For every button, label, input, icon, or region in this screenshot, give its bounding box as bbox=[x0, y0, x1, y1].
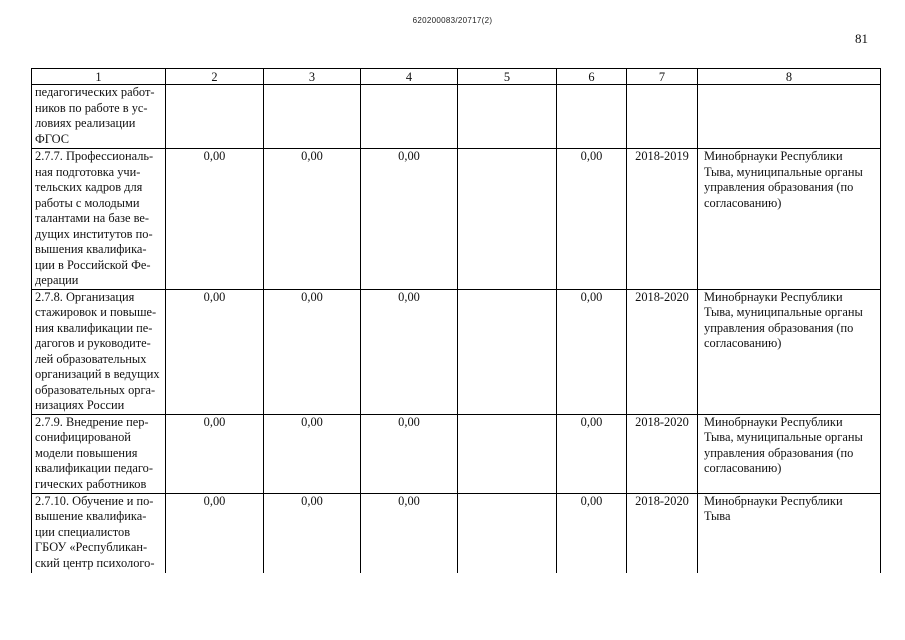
measure-name-cell: 2.7.10. Обучение и по- вышение квалифика- ции специалистов ГБОУ «Республикан- ский центр психолого- bbox=[32, 493, 166, 573]
column-header: 6 bbox=[557, 69, 627, 85]
column-header: 2 bbox=[166, 69, 264, 85]
value-cell: 0,00 bbox=[557, 414, 627, 493]
value-cell bbox=[458, 85, 557, 149]
table-row bbox=[32, 149, 881, 290]
value-cell: 0,00 bbox=[264, 493, 361, 573]
responsible-cell: Минобрнауки Республики Тыва, муниципальные органы управления образования (по согласованию) bbox=[698, 149, 881, 290]
document-id: 620200083/20717(2) bbox=[412, 16, 493, 25]
period-cell bbox=[627, 85, 698, 149]
table-header-row bbox=[32, 69, 881, 85]
value-cell: 0,00 bbox=[264, 289, 361, 414]
value-cell: 0,00 bbox=[166, 149, 264, 290]
table-row bbox=[32, 414, 881, 493]
table-row bbox=[32, 85, 881, 149]
table-row bbox=[32, 493, 881, 573]
value-cell bbox=[458, 289, 557, 414]
value-cell: 0,00 bbox=[166, 414, 264, 493]
column-header: 1 bbox=[32, 69, 166, 85]
value-cell: 0,00 bbox=[264, 149, 361, 290]
table-row bbox=[32, 289, 881, 414]
responsible-cell: Минобрнауки Республики Тыва, муниципальные органы управления образования (по согласованию) bbox=[698, 289, 881, 414]
measure-name-cell: 2.7.8. Организация стажировок и повыше- ния квалификации пе- дагогов и руководите- лей образовательных организаций в ведущих образовательных орга- низациях России bbox=[32, 289, 166, 414]
value-cell: 0,00 bbox=[361, 493, 458, 573]
period-cell: 2018-2020 bbox=[627, 289, 698, 414]
column-header: 5 bbox=[458, 69, 557, 85]
column-header: 7 bbox=[627, 69, 698, 85]
value-cell: 0,00 bbox=[557, 493, 627, 573]
program-table bbox=[31, 68, 881, 573]
value-cell bbox=[458, 493, 557, 573]
period-cell: 2018-2020 bbox=[627, 493, 698, 573]
responsible-cell: Минобрнауки Республики Тыва bbox=[698, 493, 881, 573]
value-cell bbox=[361, 85, 458, 149]
value-cell bbox=[458, 149, 557, 290]
measure-name-cell: 2.7.9. Внедрение пер- сонифицированой модели повышения квалификации педаго- гических работников bbox=[32, 414, 166, 493]
column-header: 8 bbox=[698, 69, 881, 85]
value-cell bbox=[557, 85, 627, 149]
column-header: 3 bbox=[264, 69, 361, 85]
period-cell: 2018-2019 bbox=[627, 149, 698, 290]
value-cell: 0,00 bbox=[166, 493, 264, 573]
period-cell: 2018-2020 bbox=[627, 414, 698, 493]
value-cell bbox=[166, 85, 264, 149]
value-cell bbox=[458, 414, 557, 493]
value-cell: 0,00 bbox=[361, 414, 458, 493]
column-header: 4 bbox=[361, 69, 458, 85]
measure-name-cell: 2.7.7. Профессиональ- ная подготовка учи- тельских кадров для работы с молодыми талантами на базе ве- дущих институтов по- вышения квалифика- ции в Российской Фе- дерации bbox=[32, 149, 166, 290]
value-cell: 0,00 bbox=[166, 289, 264, 414]
value-cell bbox=[264, 85, 361, 149]
value-cell: 0,00 bbox=[264, 414, 361, 493]
page-number: 81 bbox=[855, 31, 868, 46]
responsible-cell: Минобрнауки Республики Тыва, муниципальные органы управления образования (по согласованию) bbox=[698, 414, 881, 493]
value-cell: 0,00 bbox=[361, 289, 458, 414]
measure-name-cell: педагогических работ- ников по работе в ус- ловиях реализации ФГОС bbox=[32, 85, 166, 149]
value-cell: 0,00 bbox=[557, 289, 627, 414]
value-cell: 0,00 bbox=[557, 149, 627, 290]
value-cell: 0,00 bbox=[361, 149, 458, 290]
responsible-cell bbox=[698, 85, 881, 149]
